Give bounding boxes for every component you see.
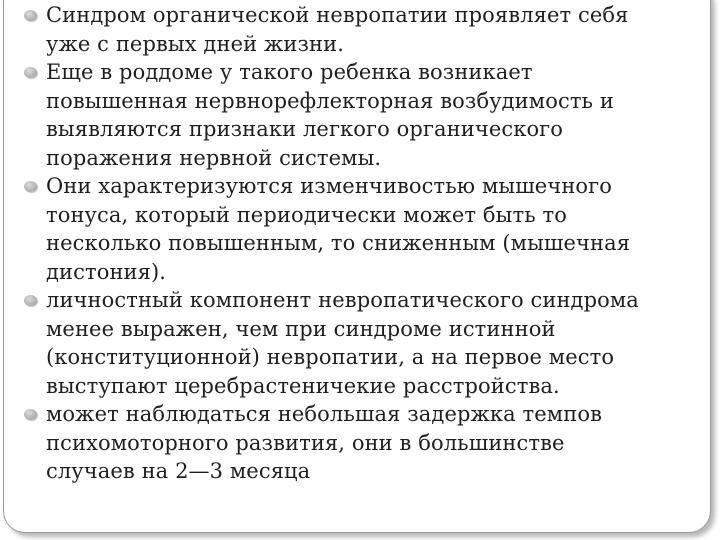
- bullet-text-2: Еще в роддоме у такого ребенка возникает повышенная нервнорефлекторная возбудимость и выявляются признаки легкого органического поражения нервной системы.: [46, 60, 614, 170]
- bullet-text-5: может наблюдаться небольшая задержка темпов психомоторного развития, они в большинстве случаев на 2—3 месяца: [46, 402, 602, 483]
- bullet-dot-icon: [24, 295, 37, 306]
- bullet-text-4: личностный компонент невропатического синдрома менее выражен, чем при синдроме истинной (конституционной) невропатии, а на первое место выступают церебрастеничекие расстройства.: [46, 288, 639, 398]
- bullet-dot-icon: [24, 10, 37, 21]
- bullet-text-1: Синдром органической невропатии проявляет себя уже с первых дней жизни.: [46, 3, 629, 56]
- bullet-item-1: [20, 1, 700, 58]
- bullet-item-3: [20, 172, 700, 286]
- bullet-item-5: [20, 400, 700, 486]
- bullet-item-2: [20, 58, 700, 172]
- bullet-text-3: Они характеризуются изменчивостью мышечного тонуса, который периодически может быть то несколько повышенным, то сниженным (мышечная дистония).: [46, 174, 631, 284]
- bullet-list: [20, 1, 700, 486]
- bullet-item-4: [20, 286, 700, 400]
- bullet-dot-icon: [24, 181, 37, 192]
- bullet-dot-icon: [24, 409, 37, 420]
- bullet-dot-icon: [24, 67, 37, 78]
